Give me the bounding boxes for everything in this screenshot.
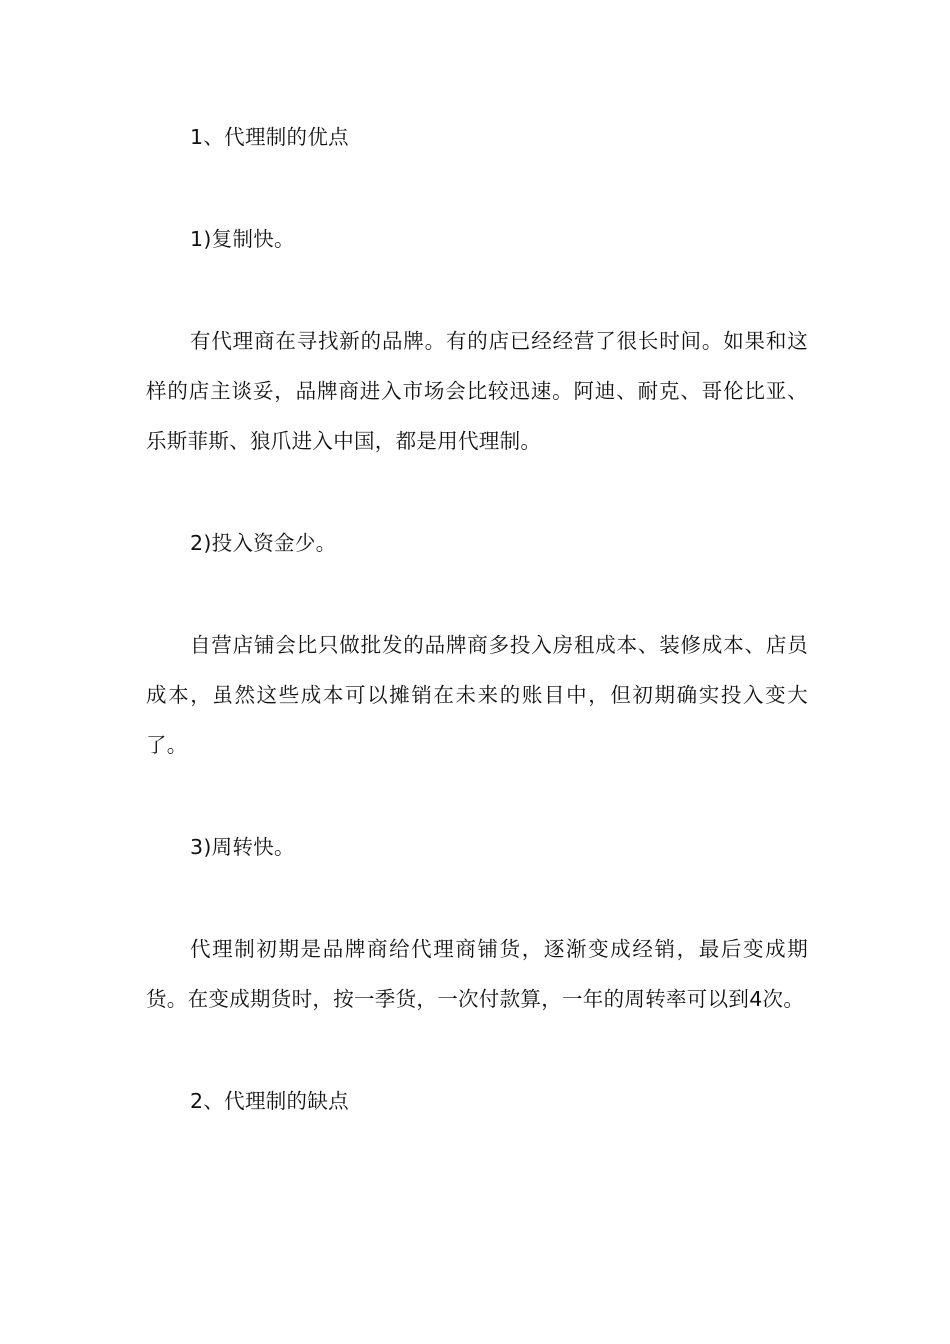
paragraph-spacer <box>146 1024 808 1076</box>
subheading-low-investment: 2)投入资金少。 <box>190 531 337 555</box>
section-heading-disadvantages: 2、代理制的缺点 <box>190 1089 349 1113</box>
paragraph-spacer <box>146 568 808 620</box>
subheading-fast-replication: 1)复制快。 <box>190 227 295 251</box>
paragraph-fast-replication: 有代理商在寻找新的品牌。有的店已经经营了很长时间。如果和这样的店主谈妥，品牌商进入市场会比较迅速。阿迪、耐克、哥伦比亚、乐斯菲斯、狼爪进入中国，都是用代理制。 <box>146 329 808 453</box>
paragraph-spacer <box>146 466 808 518</box>
paragraph-low-investment: 自营店铺会比只做批发的品牌商多投入房租成本、装修成本、店员成本，虽然这些成本可以摊销在未来的账目中，但初期确实投入变大了。 <box>146 633 808 757</box>
paragraph-spacer <box>146 770 808 822</box>
paragraph-spacer <box>146 872 808 924</box>
paragraph-spacer <box>146 162 808 214</box>
section-heading-advantages: 1、代理制的优点 <box>190 125 349 149</box>
subheading-fast-turnover: 3)周转快。 <box>190 835 295 859</box>
document-body <box>146 112 808 1126</box>
paragraph-spacer <box>146 264 808 316</box>
paragraph-fast-turnover: 代理制初期是品牌商给代理商铺货，逐渐变成经销，最后变成期货。在变成期货时，按一季货，一次付款算，一年的周转率可以到4次。 <box>146 937 808 1011</box>
